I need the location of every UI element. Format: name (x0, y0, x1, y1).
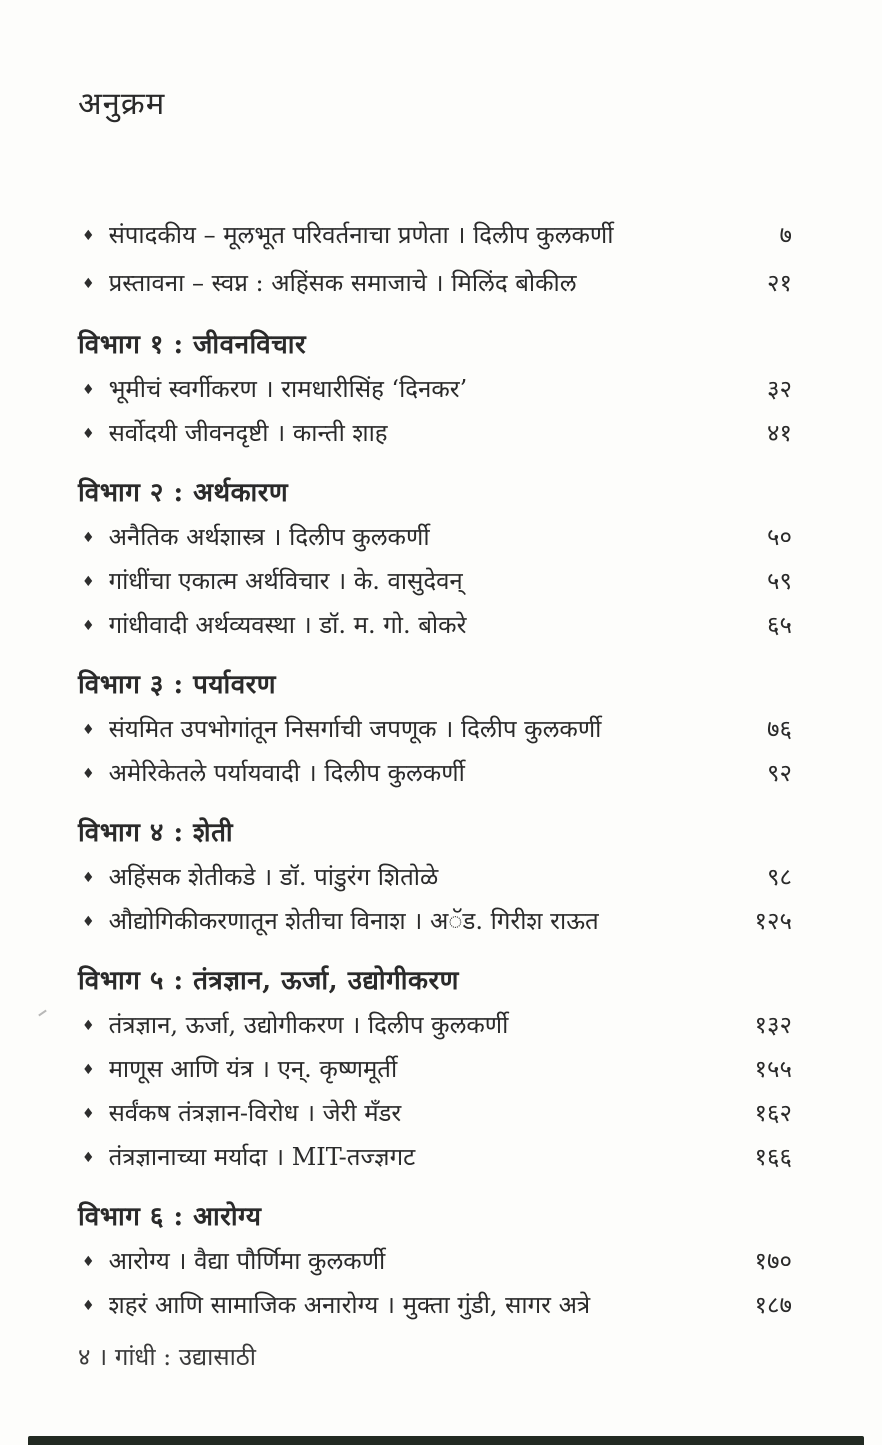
toc-entry-row (78, 898, 792, 942)
diamond-bullet-icon: ♦ (82, 530, 95, 546)
toc-entry-row (78, 854, 792, 898)
toc-entry-row (78, 1046, 792, 1090)
diamond-bullet-icon: ♦ (82, 722, 95, 738)
entry-title: सर्वोदयी जीवनदृष्टी । कान्ती शाह (108, 418, 388, 447)
diamond-bullet-icon: ♦ (82, 276, 95, 292)
section-heading: विभाग १ : जीवनविचार (78, 330, 307, 360)
entry-page-number: ७ (779, 220, 792, 249)
entry-page-number: १५५ (754, 1054, 792, 1083)
entry-title: माणूस आणि यंत्र । एन्. कृष्णमूर्ती (108, 1054, 398, 1083)
diamond-bullet-icon: ♦ (82, 1150, 95, 1166)
toc-entry-row (78, 258, 792, 306)
toc-entry-row (78, 514, 792, 558)
entry-page-number: ३२ (767, 374, 792, 403)
toc-section-2 (78, 468, 792, 646)
diamond-bullet-icon: ♦ (82, 618, 95, 634)
diamond-bullet-icon: ♦ (82, 1018, 95, 1034)
diamond-bullet-icon: ♦ (82, 426, 95, 442)
entry-title: अहिंसक शेतीकडे । डॉ. पांडुरंग शितोळे (108, 862, 439, 891)
toc-entry-row (78, 1282, 792, 1326)
entry-page-number: ७६ (767, 714, 792, 743)
diamond-bullet-icon: ♦ (82, 870, 95, 886)
entry-page-number: १७० (754, 1246, 792, 1275)
entry-title: अमेरिकेतले पर्यायवादी । दिलीप कुलकर्णी (108, 758, 465, 787)
toc-entry-row (78, 558, 792, 602)
toc-entry-row (78, 410, 792, 454)
entry-page-number: १६२ (754, 1098, 792, 1127)
diamond-bullet-icon: ♦ (82, 1106, 95, 1122)
entry-title: औद्योगिकीकरणातून शेतीचा विनाश । अॅड. गिरीश राऊत (108, 906, 599, 935)
entry-title: गांधीवादी अर्थव्यवस्था । डॉ. म. गो. बोकरे (108, 610, 467, 639)
diamond-bullet-icon: ♦ (82, 574, 95, 590)
toc-entry-row (78, 1002, 792, 1046)
section-heading: विभाग ५ : तंत्रज्ञान, ऊर्जा, उद्योगीकरण (78, 966, 459, 996)
entry-title: भूमीचं स्वर्गीकरण । रामधारीसिंह ‘दिनकर’ (108, 374, 468, 403)
entry-title: आरोग्य । वैद्या पौर्णिमा कुलकर्णी (108, 1246, 386, 1275)
diamond-bullet-icon: ♦ (82, 914, 95, 930)
toc-entry-row (78, 210, 792, 258)
toc-entry-row (78, 602, 792, 646)
entry-page-number: ९२ (767, 758, 792, 787)
entry-page-number: १६६ (754, 1142, 792, 1171)
toc-section-3 (78, 660, 792, 794)
entry-title: अनैतिक अर्थशास्त्र । दिलीप कुलकर्णी (108, 522, 430, 551)
toc-entry-row (78, 1238, 792, 1282)
entry-title: संयमित उपभोगांतून निसर्गाची जपणूक । दिलीप कुलकर्णी (108, 714, 602, 743)
entry-page-number: १३२ (754, 1010, 792, 1039)
toc-entry-row (78, 366, 792, 410)
toc-section-6 (78, 1192, 792, 1326)
entry-page-number: २१ (767, 268, 792, 297)
toc-entry-row (78, 706, 792, 750)
page-title: अनुक्रम (78, 86, 166, 122)
entry-title: तंत्रज्ञानाच्या मर्यादा । MIT-तज्ज्ञगट (108, 1142, 416, 1171)
diamond-bullet-icon: ♦ (82, 1254, 95, 1270)
section-heading: विभाग ६ : आरोग्य (78, 1202, 262, 1232)
footer-text: ४ । गांधी : उद्यासाठी (78, 1343, 256, 1371)
toc-section-1 (78, 320, 792, 454)
entry-title: संपादकीय – मूलभूत परिवर्तनाचा प्रणेता । दिलीप कुलकर्णी (108, 220, 614, 249)
diamond-bullet-icon: ♦ (82, 382, 95, 398)
entry-page-number: ४१ (767, 418, 792, 447)
scan-edge-artifact (28, 1436, 864, 1445)
toc-entry-row (78, 1090, 792, 1134)
section-heading: विभाग ४ : शेती (78, 818, 234, 848)
diamond-bullet-icon: ♦ (82, 1062, 95, 1078)
section-heading: विभाग २ : अर्थकारण (78, 478, 289, 508)
entry-page-number: ५० (767, 522, 792, 551)
diamond-bullet-icon: ♦ (82, 1298, 95, 1314)
entry-title: गांधींचा एकात्म अर्थविचार । के. वासुदेवन् (108, 566, 463, 595)
entry-page-number: ५९ (767, 566, 792, 595)
entry-page-number: १२५ (754, 906, 792, 935)
toc-section-4 (78, 808, 792, 942)
section-heading: विभाग ३ : पर्यावरण (78, 670, 277, 700)
entry-page-number: ९८ (767, 862, 792, 891)
entry-title: शहरं आणि सामाजिक अनारोग्य । मुक्ता गुंडी, सागर अत्रे (108, 1290, 591, 1319)
entry-title: तंत्रज्ञान, ऊर्जा, उद्योगीकरण । दिलीप कुलकर्णी (108, 1010, 509, 1039)
entry-page-number: ६५ (767, 610, 792, 639)
entry-page-number: १८७ (754, 1290, 792, 1319)
diamond-bullet-icon: ♦ (82, 766, 95, 782)
front-matter-list (78, 210, 792, 306)
entry-title: प्रस्तावना – स्वप्न : अहिंसक समाजाचे । मिलिंद बोकील (108, 268, 577, 297)
diamond-bullet-icon: ♦ (82, 228, 95, 244)
toc-entry-row (78, 1134, 792, 1178)
entry-title: सर्वंकष तंत्रज्ञान-विरोध । जेरी मँडर (108, 1098, 402, 1127)
toc-entry-row (78, 750, 792, 794)
toc-section-5 (78, 956, 792, 1178)
